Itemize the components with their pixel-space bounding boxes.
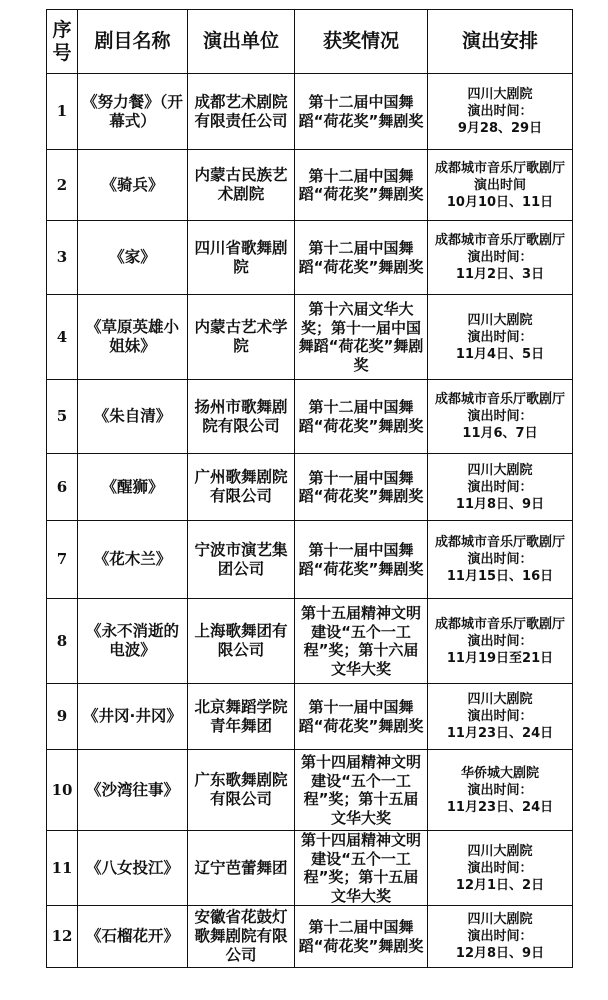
- row-venue: 四川大剧院: [467, 87, 533, 102]
- row-time-label: 演出时间：: [467, 633, 533, 649]
- row-time-label: 演出时间：: [467, 709, 533, 724]
- row-number: 5: [47, 380, 78, 454]
- row-title: 《草原英雄小姐妹》: [78, 295, 188, 380]
- row-schedule: [428, 906, 573, 968]
- row-schedule: [428, 599, 573, 684]
- row-award: 第十二届中国舞蹈“荷花奖”舞剧奖: [295, 380, 428, 454]
- row-title: 《努力餐》（开幕式）: [78, 74, 188, 150]
- row-unit: 扬州市歌舞剧院有限公司: [188, 380, 295, 454]
- row-title: 《骑兵》: [78, 150, 188, 221]
- table-row: [47, 831, 573, 906]
- performance-schedule-sheet: [46, 9, 573, 968]
- row-dates: 9月28、29日: [457, 121, 543, 136]
- row-number: 7: [47, 521, 78, 599]
- row-venue: 四川大剧院: [467, 912, 533, 927]
- row-title: 《八女投江》: [78, 831, 188, 906]
- row-schedule: [428, 295, 573, 380]
- row-award: 第十二届中国舞蹈“荷花奖”舞剧奖: [295, 74, 428, 150]
- row-venue: 华侨城大剧院: [460, 765, 539, 781]
- row-unit: 宁波市演艺集团公司: [188, 521, 295, 599]
- row-unit: 安徽省花鼓灯歌舞剧院有限公司: [188, 906, 295, 968]
- row-number: 4: [47, 295, 78, 380]
- performance-table: [46, 9, 573, 968]
- row-dates: 11月23日、24日: [446, 726, 554, 741]
- row-award: 第十一届中国舞蹈“荷花奖”舞剧奖: [295, 454, 428, 521]
- row-unit: 上海歌舞团有限公司: [188, 599, 295, 684]
- table-row: [47, 521, 573, 599]
- header-title: 剧目名称: [78, 10, 188, 74]
- row-award: 第十六届文华大奖；第十一届中国舞蹈“荷花奖”舞剧奖: [295, 295, 428, 380]
- row-award: 第十四届精神文明建设“五个一工程”奖；第十五届文华大奖: [295, 750, 428, 831]
- table-row: [47, 150, 573, 221]
- row-dates: 12月8日、9日: [455, 946, 545, 961]
- row-venue: 成都城市音乐厅歌剧厅: [434, 616, 565, 632]
- row-number: 2: [47, 150, 78, 221]
- row-award: 第十二届中国舞蹈“荷花奖”舞剧奖: [295, 150, 428, 221]
- row-number: 6: [47, 454, 78, 521]
- row-venue: 四川大剧院: [467, 462, 533, 478]
- table-row: [47, 221, 573, 295]
- header-unit: 演出单位: [188, 10, 295, 74]
- header-row: [47, 10, 573, 74]
- row-unit: 广州歌舞剧院有限公司: [188, 454, 295, 521]
- row-schedule: [428, 74, 573, 150]
- header-number: 序号: [47, 10, 78, 74]
- row-time-label: 演出时间：: [467, 479, 533, 495]
- table-row: [47, 74, 573, 150]
- header-schedule: 演出安排: [428, 10, 573, 74]
- row-time-label: 演出时间：: [467, 250, 533, 265]
- table-row: [47, 380, 573, 454]
- row-venue: 四川大剧院: [467, 843, 533, 859]
- row-time-label: 演出时间：: [467, 409, 533, 424]
- row-time-label: 演出时间：: [467, 329, 533, 345]
- row-number: 11: [47, 831, 78, 906]
- row-award: 第十一届中国舞蹈“荷花奖”舞剧奖: [295, 684, 428, 750]
- row-dates: 11月2日、3日: [455, 267, 545, 282]
- table-row: [47, 599, 573, 684]
- row-title: 《朱自清》: [78, 380, 188, 454]
- row-venue: 四川大剧院: [467, 692, 533, 707]
- row-dates: 11月4日、5日: [455, 346, 545, 362]
- row-dates: 11月15日、16日: [446, 569, 554, 584]
- row-unit: 辽宁芭蕾舞团: [188, 831, 295, 906]
- row-number: 12: [47, 906, 78, 968]
- row-schedule: [428, 521, 573, 599]
- row-unit: 内蒙古民族艺术剧院: [188, 150, 295, 221]
- row-number: 10: [47, 750, 78, 831]
- row-time-label: 演出时间: [473, 177, 526, 193]
- row-award: 第十二届中国舞蹈“荷花奖”舞剧奖: [295, 221, 428, 295]
- row-award: 第十二届中国舞蹈“荷花奖”舞剧奖: [295, 906, 428, 968]
- row-dates: 11月19日至21日: [446, 650, 554, 666]
- row-unit: 北京舞蹈学院青年舞团: [188, 684, 295, 750]
- row-dates: 11月23日、24日: [446, 799, 554, 815]
- row-title: 《沙湾往事》: [78, 750, 188, 831]
- row-award: 第十四届精神文明建设“五个一工程”奖；第十五届文华大奖: [295, 831, 428, 906]
- row-number: 3: [47, 221, 78, 295]
- row-schedule: [428, 454, 573, 521]
- row-title: 《井冈·井冈》: [78, 684, 188, 750]
- row-time-label: 演出时间：: [467, 104, 533, 119]
- row-schedule: [428, 380, 573, 454]
- row-time-label: 演出时间：: [467, 782, 533, 798]
- row-unit: 四川省歌舞剧院: [188, 221, 295, 295]
- row-schedule: [428, 150, 573, 221]
- row-dates: 11月8日、9日: [455, 496, 545, 512]
- row-unit: 内蒙古艺术学院: [188, 295, 295, 380]
- row-award: 第十一届中国舞蹈“荷花奖”舞剧奖: [295, 521, 428, 599]
- row-number: 1: [47, 74, 78, 150]
- row-unit: 广东歌舞剧院有限公司: [188, 750, 295, 831]
- row-dates: 10月10日、11日: [446, 194, 554, 210]
- row-award: 第十五届精神文明建设“五个一工程”奖；第十六届文华大奖: [295, 599, 428, 684]
- row-time-label: 演出时间：: [467, 860, 533, 876]
- row-schedule: [428, 684, 573, 750]
- row-venue: 成都城市音乐厅歌剧厅: [434, 392, 565, 407]
- row-dates: 11月6、7日: [462, 426, 538, 441]
- row-time-label: 演出时间：: [467, 929, 533, 944]
- row-time-label: 演出时间：: [467, 552, 533, 567]
- row-title: 《石榴花开》: [78, 906, 188, 968]
- row-title: 《醒狮》: [78, 454, 188, 521]
- table-row: [47, 906, 573, 968]
- row-number: 9: [47, 684, 78, 750]
- row-venue: 成都城市音乐厅歌剧厅: [434, 233, 565, 248]
- header-award: 获奖情况: [295, 10, 428, 74]
- row-title: 《永不消逝的电波》: [78, 599, 188, 684]
- table-row: [47, 684, 573, 750]
- row-title: 《家》: [78, 221, 188, 295]
- row-schedule: [428, 750, 573, 831]
- row-venue: 成都城市音乐厅歌剧厅: [434, 535, 565, 550]
- table-row: [47, 295, 573, 380]
- row-schedule: [428, 831, 573, 906]
- row-dates: 12月1日、2日: [455, 877, 545, 893]
- table-row: [47, 750, 573, 831]
- row-venue: 四川大剧院: [467, 312, 533, 328]
- row-title: 《花木兰》: [78, 521, 188, 599]
- table-row: [47, 454, 573, 521]
- row-schedule: [428, 221, 573, 295]
- row-number: 8: [47, 599, 78, 684]
- row-venue: 成都城市音乐厅歌剧厅: [434, 160, 565, 176]
- row-unit: 成都艺术剧院有限责任公司: [188, 74, 295, 150]
